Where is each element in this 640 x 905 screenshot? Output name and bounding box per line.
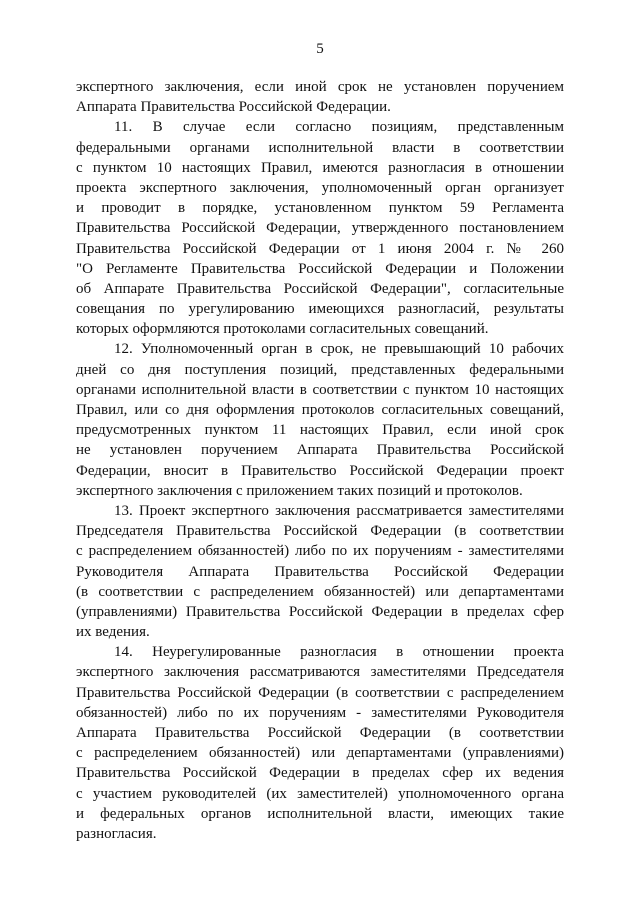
text-line: экспертного заключения, если иной срок не установлен поручением [76,79,564,95]
text-line: Правительства Российской Федерации в пределах сфер их ведения [76,765,564,782]
text-line: и проводит в порядке, установленном пунктом 59 Регламента [76,200,564,217]
text-line: 12. Уполномоченный орган в срок, не превышающий 10 рабочих [114,341,564,358]
paragraph-item-11 [76,117,564,339]
text-line: проекта экспертного заключения, уполномоченный орган организует [76,179,564,196]
paragraph-item-13 [76,501,564,642]
text-line: Правительства Российской Федерации (в соответствии с распределением [76,684,564,701]
paragraph-continuation [76,77,564,117]
text-line: 11. В случае если согласно позициям, представленным [114,119,564,136]
text-line: экспертного заключения с приложением таких позиций и протоколов. [76,482,523,499]
text-line: об Аппарате Правительства Российской Федерации", согласительные [76,280,564,297]
text-line: предусмотренных пунктом 11 настоящих Правил, если иной срок [76,422,564,439]
text-line: Правил, или со дня оформления протоколов согласительных совещаний, [76,402,564,418]
paragraph-item-12 [76,339,564,501]
text-line: с участием руководителей (их заместителей) уполномоченного органа [76,785,564,802]
text-line: совещания по урегулированию имеющихся разногласий, результаты [76,301,564,318]
text-line: не установлен поручением Аппарата Правительства Российской [76,442,564,459]
page-number: 5 [316,41,324,57]
text-line: Аппарата Правительства Российской Федерации (в соответствии [76,725,564,741]
text-line: (в соответствии с распределением обязанностей) или департаментами [76,583,564,600]
text-line: которых оформляются протоколами согласительных совещаний. [76,321,489,338]
text-line: Федерации, вносит в Правительство Российской Федерации проект [76,462,564,479]
text-line: Председателя Правительства Российской Федерации (в соответствии [76,523,564,540]
text-line: их ведения. [76,624,150,641]
text-line: федеральными органами исполнительной власти в соответствии [76,139,564,156]
text-line: с распределением обязанностей) либо по их поручениям - заместителями [76,543,564,560]
text-line: (управлениями) Правительства Российской Федерации в пределах сфер [76,603,564,620]
text-line: "О Регламенте Правительства Российской Федерации и Положении [76,260,564,277]
text-line: и федеральных органов исполнительной власти, имеющих такие [76,805,564,822]
text-line: органами исполнительной власти в соответствии с пунктом 10 настоящих [76,381,564,398]
text-line: обязанностей) либо по их поручениям - заместителями Руководителя [76,704,564,721]
text-line: 14. Неурегулированные разногласия в отношении проекта [114,644,564,661]
paragraph-item-14 [76,642,564,844]
text-line: с распределением обязанностей) или департаментами (управлениями) [76,745,564,762]
text-line: Руководителя Аппарата Правительства Российской Федерации [76,563,564,580]
text-line: разногласия. [76,825,157,842]
text-line: Правительства Российской Федерации от 1 июня 2004 г. № 260 [76,240,564,257]
document-body [76,77,564,844]
text-line: Аппарата Правительства Российской Федерации. [76,99,391,116]
text-line: дней со дня поступления позиций, представленных федеральными [76,361,564,378]
text-line: 13. Проект экспертного заключения рассматривается заместителями [114,502,564,519]
text-line: экспертного заключения рассматриваются заместителями Председателя [76,664,564,681]
text-line: Правительства Российской Федерации, утвержденного постановлением [76,220,564,237]
text-line: с пунктом 10 настоящих Правил, имеются разногласия в отношении [76,159,564,176]
